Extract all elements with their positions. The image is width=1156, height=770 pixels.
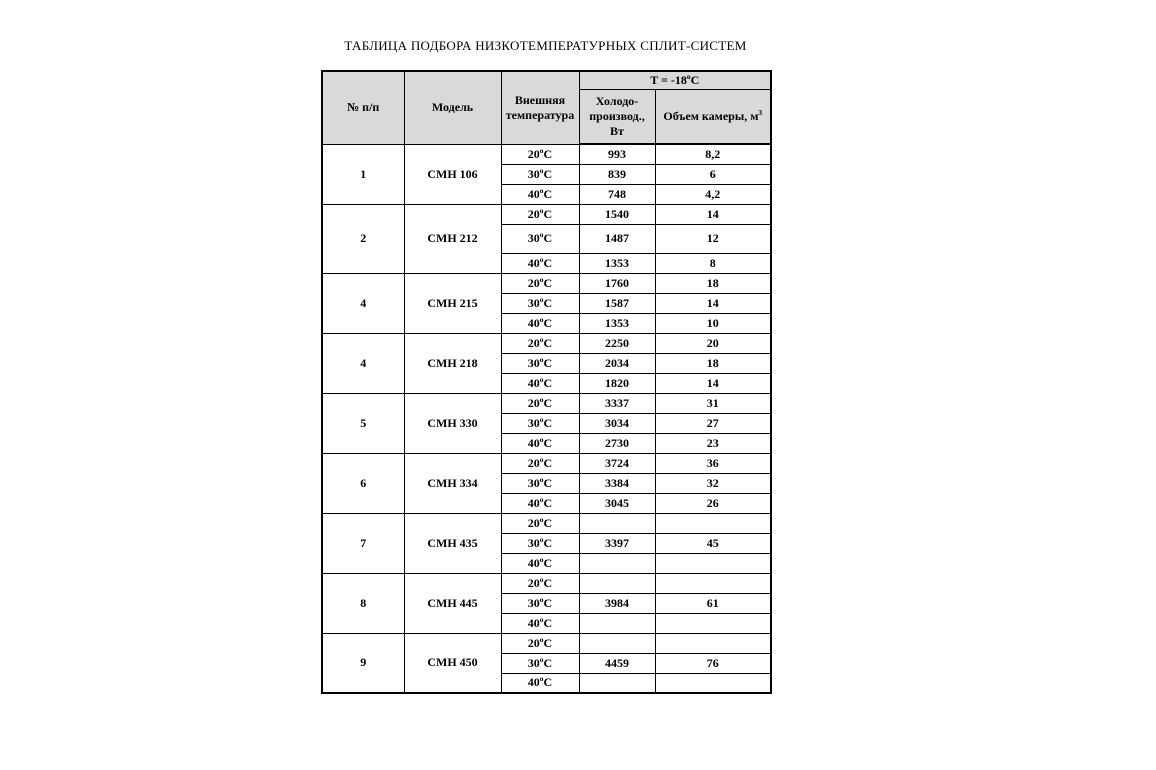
col-header-capacity: Холодо-производ., Вт	[579, 89, 655, 144]
table-row	[322, 633, 771, 653]
table-row	[322, 273, 771, 293]
temp-value: 20	[527, 146, 540, 161]
table-row	[322, 453, 771, 473]
volume-header-text: Объем камеры, м	[663, 108, 759, 123]
temp-value: 20	[527, 575, 540, 590]
model-name-cell: СМН 218	[404, 333, 501, 393]
row-number-cell: 5	[322, 393, 404, 453]
temp-value: 40	[527, 675, 540, 690]
degree-superscript: о	[539, 205, 544, 215]
ext-temp-cell	[501, 573, 579, 593]
ext-temp-cell	[501, 553, 579, 573]
col-header-temp-group	[579, 71, 771, 89]
volume-cell: 36	[655, 453, 771, 473]
temp-value: 30	[527, 295, 540, 310]
table-body	[322, 144, 771, 693]
degree-superscript: о	[539, 274, 544, 284]
ext-temp-cell	[501, 633, 579, 653]
table-header	[322, 71, 771, 144]
model-name-cell: СМН 450	[404, 633, 501, 693]
ext-temp-cell	[501, 224, 579, 253]
temp-unit: С	[543, 166, 553, 181]
degree-superscript: о	[539, 294, 544, 304]
row-number-cell: 2	[322, 204, 404, 273]
temp-value: 40	[527, 435, 540, 450]
ext-temp-cell	[501, 593, 579, 613]
capacity-cell	[579, 633, 655, 653]
temp-group-text: T = -18	[650, 72, 687, 87]
capacity-cell: 3984	[579, 593, 655, 613]
temp-value: 20	[527, 455, 540, 470]
temp-value: 40	[527, 555, 540, 570]
volume-cell	[655, 573, 771, 593]
degree-superscript: о	[539, 185, 544, 195]
volume-cell: 23	[655, 433, 771, 453]
capacity-cell: 1820	[579, 373, 655, 393]
capacity-cell: 748	[579, 184, 655, 204]
temp-unit: С	[543, 495, 553, 510]
capacity-cell: 1587	[579, 293, 655, 313]
temp-unit: С	[543, 206, 553, 221]
temp-value: 40	[527, 615, 540, 630]
temp-unit: С	[543, 575, 553, 590]
capacity-cell: 2250	[579, 333, 655, 353]
temp-value: 30	[527, 355, 540, 370]
volume-cell: 20	[655, 333, 771, 353]
volume-cell: 61	[655, 593, 771, 613]
degree-superscript: о	[539, 654, 544, 664]
table-row	[322, 573, 771, 593]
volume-cell: 76	[655, 653, 771, 673]
ext-temp-cell	[501, 164, 579, 184]
temp-value: 40	[527, 495, 540, 510]
model-name-cell: СМН 445	[404, 573, 501, 633]
temp-unit: С	[543, 335, 553, 350]
temp-unit: С	[543, 615, 553, 630]
row-number-cell: 1	[322, 144, 404, 204]
col-header-volume	[655, 89, 771, 144]
ext-temp-cell	[501, 453, 579, 473]
capacity-cell: 1353	[579, 313, 655, 333]
volume-cell: 14	[655, 204, 771, 224]
ext-temp-cell	[501, 184, 579, 204]
ext-temp-cell	[501, 273, 579, 293]
volume-cell: 18	[655, 353, 771, 373]
temp-unit: С	[543, 535, 553, 550]
capacity-cell: 1353	[579, 253, 655, 273]
temp-value: 20	[527, 206, 540, 221]
row-number-cell: 6	[322, 453, 404, 513]
ext-temp-cell	[501, 433, 579, 453]
capacity-cell: 3397	[579, 533, 655, 553]
degree-superscript: о	[539, 514, 544, 524]
volume-cell	[655, 553, 771, 573]
volume-cell: 14	[655, 373, 771, 393]
temp-value: 40	[527, 315, 540, 330]
temp-unit: С	[543, 231, 553, 245]
ext-temp-cell	[501, 393, 579, 413]
row-number-cell: 7	[322, 513, 404, 573]
volume-cell: 10	[655, 313, 771, 333]
model-name-cell: СМН 106	[404, 144, 501, 204]
capacity-cell	[579, 513, 655, 533]
capacity-cell: 4459	[579, 653, 655, 673]
temp-value: 30	[527, 475, 540, 490]
volume-cell: 14	[655, 293, 771, 313]
degree-superscript: о	[539, 165, 544, 175]
temp-unit: С	[543, 186, 553, 201]
ext-temp-cell	[501, 144, 579, 164]
temp-unit: С	[543, 395, 553, 410]
temp-unit: С	[543, 635, 553, 650]
row-number-cell: 4	[322, 273, 404, 333]
volume-cell: 26	[655, 493, 771, 513]
volume-cell: 8	[655, 253, 771, 273]
model-name-cell: СМН 435	[404, 513, 501, 573]
volume-cell: 32	[655, 473, 771, 493]
temp-value: 30	[527, 535, 540, 550]
temp-unit: С	[543, 375, 553, 390]
temp-unit: С	[543, 435, 553, 450]
row-number-cell: 8	[322, 573, 404, 633]
volume-cell: 31	[655, 393, 771, 413]
degree-superscript: о	[539, 414, 544, 424]
volume-cell	[655, 673, 771, 693]
capacity-cell: 3045	[579, 493, 655, 513]
degree-superscript: о	[539, 334, 544, 344]
row-number-cell: 4	[322, 333, 404, 393]
degree-superscript: о	[539, 230, 544, 239]
ext-temp-cell	[501, 313, 579, 333]
capacity-cell	[579, 573, 655, 593]
ext-temp-cell	[501, 293, 579, 313]
temp-unit: С	[543, 295, 553, 310]
degree-superscript: о	[539, 674, 544, 684]
capacity-cell: 3724	[579, 453, 655, 473]
volume-cell	[655, 633, 771, 653]
ext-temp-cell	[501, 673, 579, 693]
temp-value: 20	[527, 395, 540, 410]
split-system-selection-table	[321, 70, 772, 694]
ext-temp-cell	[501, 204, 579, 224]
temp-value: 20	[527, 635, 540, 650]
ext-temp-cell	[501, 473, 579, 493]
degree-superscript: о	[539, 454, 544, 464]
volume-cell: 8,2	[655, 144, 771, 164]
volume-cell	[655, 613, 771, 633]
temp-value: 20	[527, 515, 540, 530]
model-name-cell: СМН 212	[404, 204, 501, 273]
temp-unit: С	[543, 275, 553, 290]
table-row	[322, 393, 771, 413]
temp-unit: С	[543, 146, 553, 161]
capacity-cell: 1487	[579, 224, 655, 253]
volume-cell	[655, 513, 771, 533]
table-row	[322, 333, 771, 353]
temp-value: 30	[527, 595, 540, 610]
temp-value: 40	[527, 255, 540, 270]
ext-temp-cell	[501, 613, 579, 633]
page-title: ТАБЛИЦА ПОДБОРА НИЗКОТЕМПЕРАТУРНЫХ СПЛИТ-СИСТЕМ	[344, 38, 747, 53]
row-number-cell: 9	[322, 633, 404, 693]
degree-superscript: о	[539, 554, 544, 564]
table-row	[322, 513, 771, 533]
ext-temp-cell	[501, 513, 579, 533]
degree-superscript: о	[539, 634, 544, 644]
ext-temp-cell	[501, 653, 579, 673]
model-name-cell: СМН 215	[404, 273, 501, 333]
degree-superscript: о	[539, 534, 544, 544]
capacity-cell: 1540	[579, 204, 655, 224]
model-name-cell: СМН 334	[404, 453, 501, 513]
capacity-cell	[579, 613, 655, 633]
temp-value: 30	[527, 415, 540, 430]
model-name-cell: СМН 330	[404, 393, 501, 453]
temp-unit: С	[543, 255, 553, 270]
ext-temp-cell	[501, 493, 579, 513]
degree-superscript: о	[539, 314, 544, 324]
temp-unit: С	[543, 675, 553, 690]
temp-unit: С	[543, 415, 553, 430]
table-row	[322, 204, 771, 224]
temp-unit: С	[543, 455, 553, 470]
volume-cell: 4,2	[655, 184, 771, 204]
degree-superscript: о	[686, 71, 691, 81]
degree-superscript: о	[539, 254, 544, 264]
header-row-temp-group	[322, 71, 771, 89]
capacity-cell: 1760	[579, 273, 655, 293]
temp-unit: С	[543, 315, 553, 330]
temp-value: 40	[527, 375, 540, 390]
ext-temp-cell	[501, 333, 579, 353]
temp-value: 20	[527, 275, 540, 290]
ext-temp-cell	[501, 373, 579, 393]
temp-group-unit: С	[690, 72, 700, 87]
degree-superscript: о	[539, 145, 544, 155]
degree-superscript: о	[539, 374, 544, 384]
temp-unit: С	[543, 595, 553, 610]
capacity-cell: 3034	[579, 413, 655, 433]
degree-superscript: о	[539, 494, 544, 504]
capacity-cell	[579, 553, 655, 573]
temp-value: 30	[527, 166, 540, 181]
temp-unit: С	[543, 555, 553, 570]
ext-temp-cell	[501, 413, 579, 433]
volume-cell: 12	[655, 224, 771, 253]
temp-unit: С	[543, 515, 553, 530]
temp-unit: С	[543, 655, 553, 670]
temp-unit: С	[543, 475, 553, 490]
temp-unit: С	[543, 355, 553, 370]
ext-temp-cell	[501, 253, 579, 273]
table-row	[322, 144, 771, 164]
col-header-num: № п/п	[322, 71, 404, 144]
temp-value: 40	[527, 186, 540, 201]
volume-superscript: 3	[758, 107, 763, 117]
temp-value: 30	[527, 231, 540, 245]
volume-cell: 27	[655, 413, 771, 433]
ext-temp-cell	[501, 533, 579, 553]
col-header-model: Модель	[404, 71, 501, 144]
col-header-ext-temp: Внешняя температура	[501, 71, 579, 144]
degree-superscript: о	[539, 434, 544, 444]
capacity-cell	[579, 673, 655, 693]
capacity-cell: 3384	[579, 473, 655, 493]
volume-cell: 45	[655, 533, 771, 553]
capacity-cell: 2730	[579, 433, 655, 453]
temp-value: 20	[527, 335, 540, 350]
degree-superscript: о	[539, 594, 544, 604]
capacity-cell: 2034	[579, 353, 655, 373]
temp-value: 30	[527, 655, 540, 670]
degree-superscript: о	[539, 614, 544, 624]
capacity-cell: 839	[579, 164, 655, 184]
ext-temp-cell	[501, 353, 579, 373]
degree-superscript: о	[539, 354, 544, 364]
volume-cell: 18	[655, 273, 771, 293]
volume-cell: 6	[655, 164, 771, 184]
degree-superscript: о	[539, 574, 544, 584]
degree-superscript: о	[539, 474, 544, 484]
degree-superscript: о	[539, 394, 544, 404]
capacity-cell: 993	[579, 144, 655, 164]
capacity-cell: 3337	[579, 393, 655, 413]
